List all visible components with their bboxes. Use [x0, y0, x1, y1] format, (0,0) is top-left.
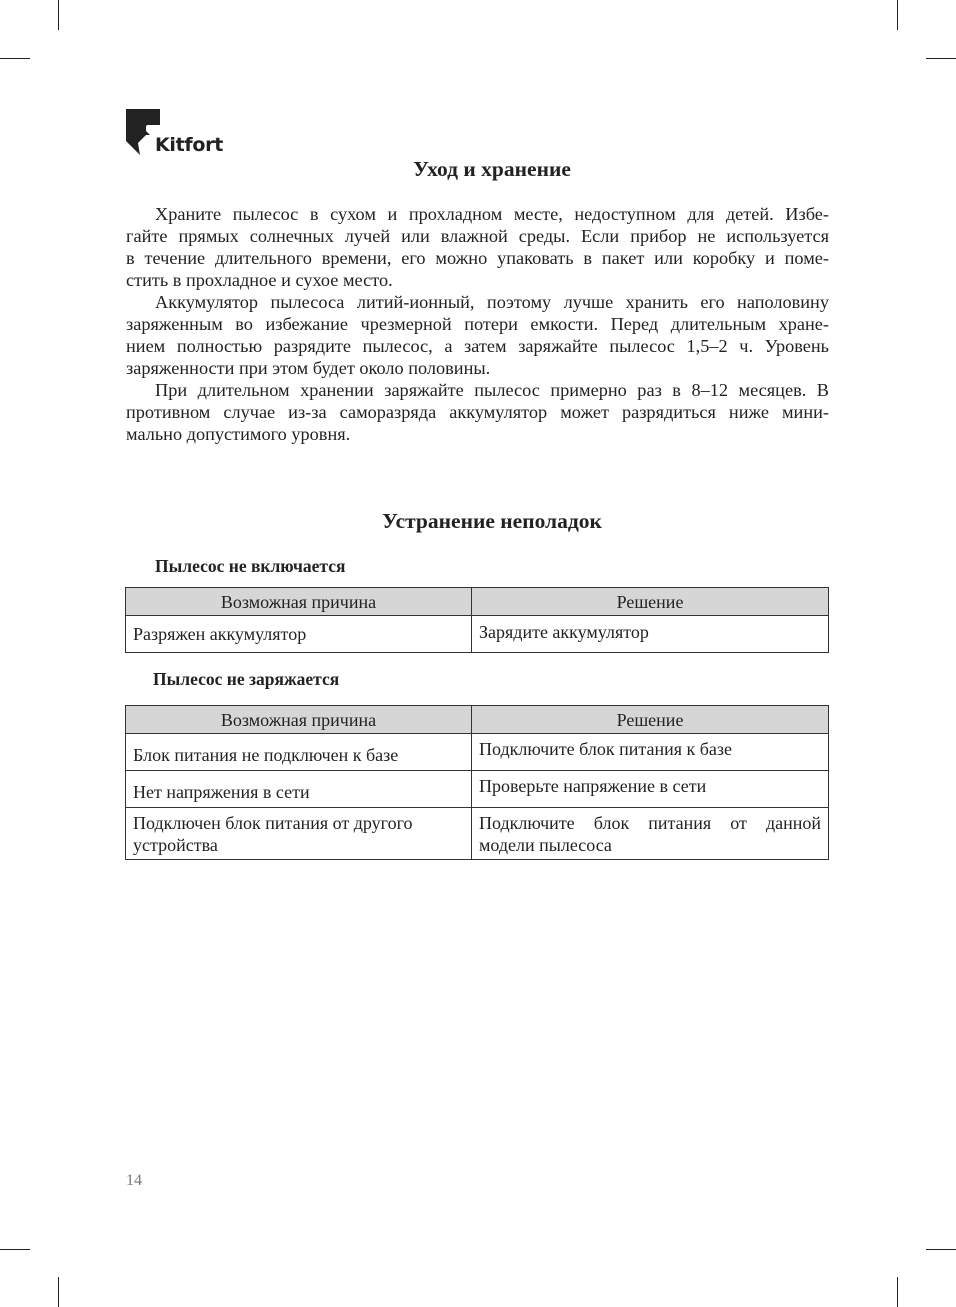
solution-cell: Подключите блок питания от данной модели пылесоса — [472, 808, 829, 860]
crop-mark — [926, 58, 956, 59]
paragraph-line: противном случае из-за саморазряда аккумулятор может разрядиться ниже мини- — [126, 402, 829, 422]
solution-cell: Зарядите аккумулятор — [472, 616, 829, 653]
crop-mark — [897, 1277, 898, 1307]
paragraph-line: в течение длительного времени, его можно упаковать в пакет или коробку и поме- — [126, 248, 829, 268]
paragraph-line: мально допустимого уровня. — [126, 424, 351, 444]
cause-cell: Блок питания не подключен к базе — [126, 734, 472, 771]
crop-mark — [58, 1277, 59, 1307]
brand-logo-text: Kitfort — [155, 134, 223, 156]
crop-mark — [0, 1249, 30, 1250]
solution-cell: Подключите блок питания к базе — [472, 734, 829, 771]
care-text — [126, 203, 829, 445]
paragraph-line: Аккумулятор пылесоса литий-ионный, поэтому лучше хранить его наполовину — [155, 292, 829, 312]
paragraph-line: заряженности при этом будет около половины. — [126, 358, 491, 378]
page-number: 14 — [126, 1172, 142, 1189]
troubleshooting-table-2 — [125, 705, 829, 860]
cause-cell: Подключен блок питания от другого устройства — [126, 808, 472, 860]
troubleshooting-table-1 — [125, 587, 829, 653]
cause-cell: Нет напряжения в сети — [126, 771, 472, 808]
column-header: Возможная причина — [126, 588, 472, 616]
solution-cell: Проверьте напряжение в сети — [472, 771, 829, 808]
problem-title: Пылесос не включается — [155, 556, 346, 576]
table-row — [126, 616, 829, 653]
paragraph-line: гайте прямых солнечных лучей или влажной среды. Если прибор не используется — [126, 226, 829, 246]
section-title-care: Уход и хранение — [413, 157, 571, 181]
table-row — [126, 808, 829, 860]
problem-title: Пылесос не заряжается — [153, 669, 340, 689]
crop-mark — [897, 0, 898, 30]
paragraph-line: При длительном хранении заряжайте пылесос примерно раз в 8–12 месяцев. В — [155, 380, 829, 400]
paragraph-line: стить в прохладное и сухое место. — [126, 270, 393, 290]
column-header: Решение — [472, 706, 829, 734]
crop-mark — [0, 58, 30, 59]
column-header: Решение — [472, 588, 829, 616]
paragraph-line: нием полностью разрядите пылесос, а затем заряжайте пылесос 1,5–2 ч. Уровень — [126, 336, 829, 356]
table-row — [126, 734, 829, 771]
paragraph-line: Храните пылесос в сухом и прохладном месте, недоступном для детей. Избе- — [155, 204, 829, 224]
column-header: Возможная причина — [126, 706, 472, 734]
crop-mark — [926, 1249, 956, 1250]
section-title-troubleshooting: Устранение неполадок — [382, 509, 602, 533]
table-row — [126, 771, 829, 808]
cause-cell: Разряжен аккумулятор — [126, 616, 472, 653]
paragraph-line: заряженным во избежание чрезмерной потери емкости. Перед длительным хране- — [126, 314, 829, 334]
crop-mark — [58, 0, 59, 30]
